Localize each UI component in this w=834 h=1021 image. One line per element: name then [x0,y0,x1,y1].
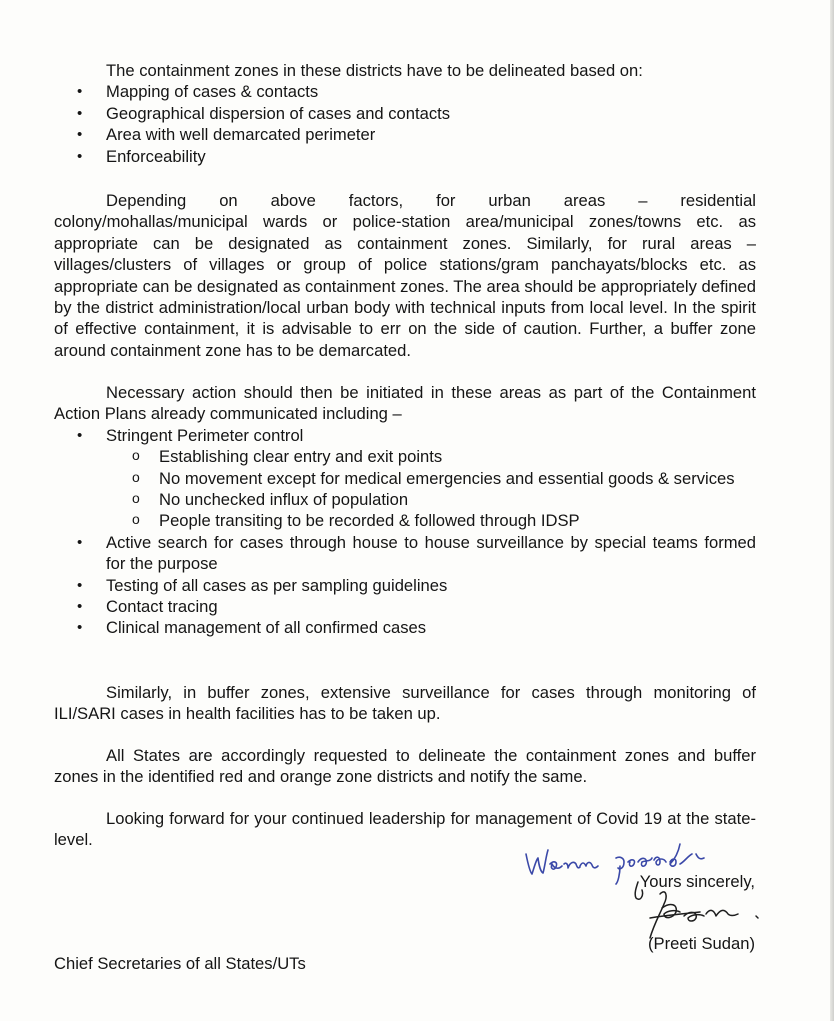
states-paragraph [54,745,756,788]
addressee: Chief Secretaries of all States/UTs [54,954,306,973]
closing-salutation: Yours sincerely, [639,872,755,891]
sub-list-item: o No unchecked influx of population [54,489,756,510]
list-item [54,425,756,532]
list-item: • Active search for cases through house to house surveillance by special teams formed for the purpose [54,532,756,575]
list-item: • Testing of all cases as per sampling guidelines [54,575,756,596]
sub-list-item: o People transiting to be recorded & followed through IDSP [54,510,756,531]
list-item: • Clinical management of all confirmed cases [54,617,756,638]
action-section [54,382,756,639]
perimeter-sublist [54,446,756,532]
paragraph-body: All States are accordingly requested to delineate the containment zones and buffer zones in the identified red and orange zone districts and notify the same. [54,746,756,787]
intro-section [54,60,756,167]
list-item: • Enforceability [54,146,756,167]
action-intro: Necessary action should then be initiated in these areas as part of the Containment Action Plans already communicated including – [54,383,756,424]
intro-heading: The containment zones in these districts have to be delineated based on: [106,61,643,80]
list-item: • Geographical dispersion of cases and contacts [54,103,756,124]
signatory-name: (Preeti Sudan) [648,934,755,953]
paragraph-first-line: Depending on above factors, for urban areas – residential [106,191,756,210]
paragraph-body: colony/mohallas/municipal wards or police-station area/municipal zones/towns etc. as appropriate can be designated as containment zones. Similarly, for rural areas – villages/clusters of villages or group of police stations/gram panchayats/blocks etc. as appropriate can be designated as containment zones. The area should be appropriately defined by the district administration/local urban body with technical inputs from local level. In the spirit of effective containment, it is advisable to err on the side of caution. Further, a buffer zone around containment zone has to be demarcated. [54,212,756,360]
list-item: • Mapping of cases & contacts [54,81,756,102]
list-item: • Contact tracing [54,596,756,617]
buffer-paragraph [54,682,756,725]
action-list [54,425,756,639]
depending-paragraph [54,190,756,361]
page-edge [830,0,834,1021]
paragraph-body: Looking forward for your continued leadership for management of Covid 19 at the state-level. [54,809,756,850]
criteria-list [54,81,756,167]
paragraph-body: Similarly, in buffer zones, extensive surveillance for cases through monitoring of ILI/SARI cases in health facilities has to be taken up. [54,683,756,724]
list-item: • Area with well demarcated perimeter [54,124,756,145]
list-item-label: Stringent Perimeter control [106,425,304,445]
sub-list-item: o Establishing clear entry and exit points [54,446,756,467]
sub-list-item: o No movement except for medical emergencies and essential goods & services [54,468,756,489]
